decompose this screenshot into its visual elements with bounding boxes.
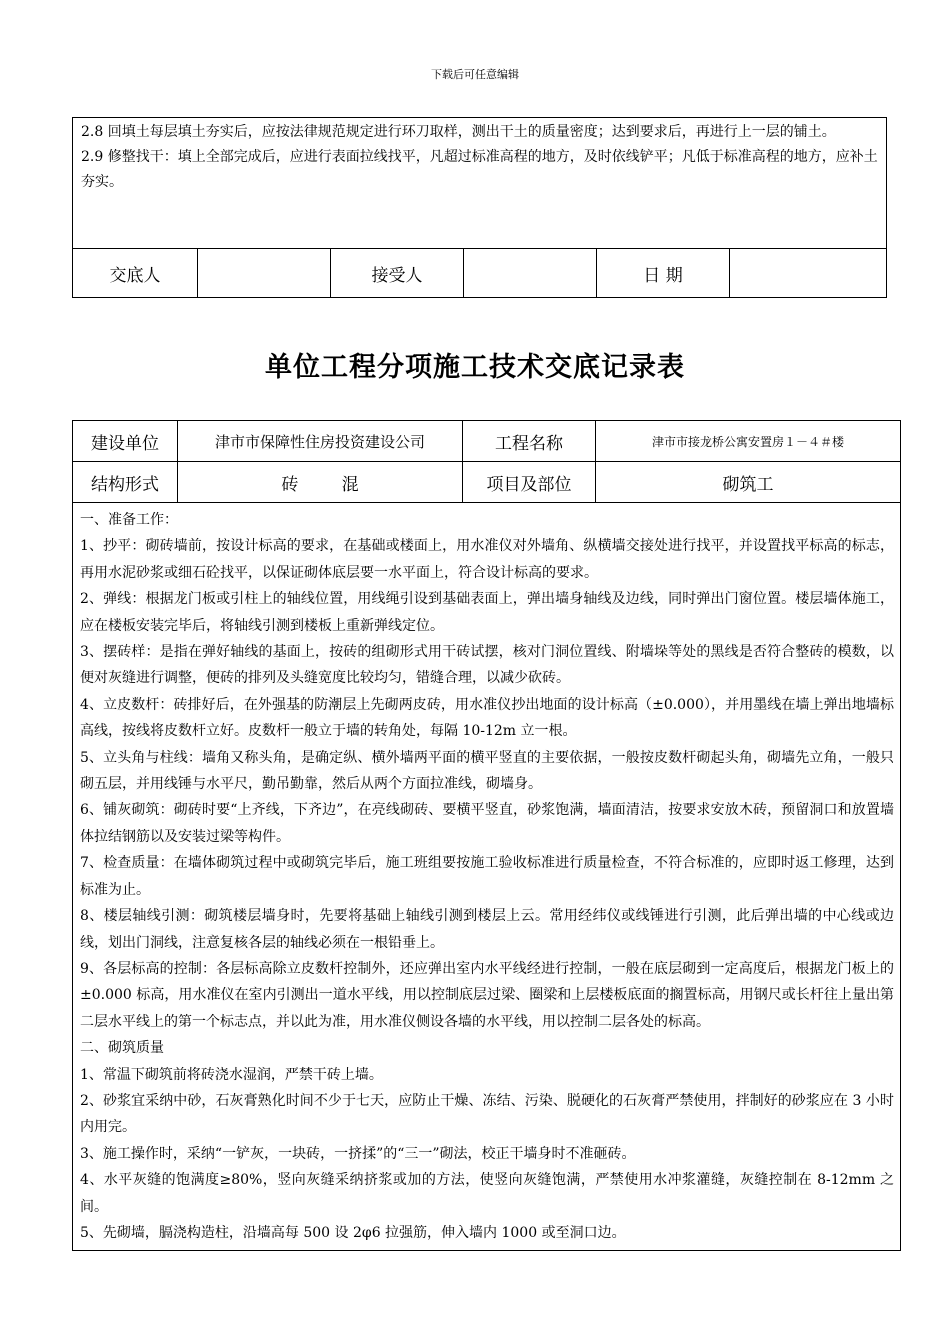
content-paragraph: 4、水平灰缝的饱满度≥80%，竖向灰缝采纳挤浆或加的方法，使竖向灰缝饱满，严禁使用水冲浆灌缝，灰缝控制在 8-12mm 之间。: [80, 1172, 894, 1215]
backfill-notes-cell: [73, 118, 887, 249]
previous-page-table: [72, 117, 887, 298]
header-note: 下载后可任意编辑: [431, 68, 519, 81]
note-item: 2.8 回填土每层填土夯实后，应按法律规范规定进行环刀取样，测出干土的质量密度；达到要求后，再进行上一层的铺土。: [81, 124, 836, 140]
content-paragraph: 5、立头角与柱线：墙角又称头角，是确定纵、横外墙两平面的横平竖直的主要依据，一般按皮数杆砌起头角，砌墙先立角，一般只砌五层，并用线锤与水平尺，勤吊勤靠，然后从两个方面拉准线，砌墙身。: [80, 749, 894, 793]
content-paragraph: 3、摆砖样：是指在弹好轴线的基面上，按砖的组砌形式用干砖试摆，核对门洞位置线、附墙垛等处的黑线是否符合整砖的模数，以便对灰缝进行调整，便砖的排列及头缝宽度比较均匀，错缝合理，以减少砍砖。: [80, 644, 894, 687]
disclosure-record-table: [72, 420, 901, 1251]
structure-label: 结构形式: [73, 462, 178, 503]
date-value: [730, 249, 887, 298]
project-value: 津市市接龙桥公寓安置房１－４＃楼: [596, 421, 901, 462]
section-heading: 二、砌筑质量: [80, 1040, 164, 1057]
content-paragraph: 4、立皮数杆：砖排好后，在外强基的防潮层上先砌两皮砖，用水准仪抄出地面的设计标高（±0.000），并用墨线在墙上弹出地墙标高线，按线将皮数杆立好。皮数杆一般立于墙的转角处，每隔 10-12m 立一根。: [80, 696, 894, 740]
receiver-label: 接受人: [331, 249, 464, 298]
content-paragraph: 2、弹线：根据龙门板或引柱上的轴线位置，用线绳引设到基础表面上，弹出墙身轴线及边线，同时弹出门窗位置。楼层墙体施工，应在楼板安装完毕后，将轴线引测到楼板上重新弹线定位。: [80, 591, 894, 634]
page-title: 单位工程分项施工技术交底记录表: [265, 352, 685, 383]
builder-value: 津市市保障性住房投资建设公司: [178, 421, 463, 462]
builder-label: 建设单位: [73, 421, 178, 462]
content-paragraph: 8、楼层轴线引测：砌筑楼层墙身时，先要将基础上轴线引测到楼层上云。常用经纬仪或线锤进行引测，此后弹出墙的中心线或边线，划出门洞线，注意复核各层的轴线必须在一根铅垂上。: [80, 908, 894, 951]
handover-value: [198, 249, 331, 298]
handover-label: 交底人: [73, 249, 198, 298]
content-paragraph: 2、砂浆宜采纳中砂，石灰膏熟化时间不少于七天，应防止干燥、冻结、污染、脱硬化的石灰膏严禁使用，拌制好的砂浆应在 3 小时内用完。: [80, 1092, 894, 1136]
content-paragraph: 5、先砌墙，膈浇构造柱，沿墙高每 500 设 2φ6 拉强筋，伸入墙内 1000 或至洞口边。: [80, 1224, 626, 1241]
content-paragraph: 1、常温下砌筑前将砖浇水湿润，严禁干砖上墙。: [80, 1066, 383, 1083]
section-heading: 一、准备工作：: [80, 512, 178, 528]
item-value: 砌筑工: [596, 462, 901, 503]
content-paragraph: 3、施工操作时，采纳“一铲灰，一块砖，一挤揉”的“三一”砌法，校正干墙身时不准砸砖。: [80, 1145, 636, 1162]
content-paragraph: 6、铺灰砌筑：砌砖时要“上齐线，下齐边”，在亮线砌砖、要横平竖直，砂浆饱满，墙面清洁，按要求安放木砖，预留洞口和放置墙体拉结钢筋以及安装过梁等构件。: [80, 802, 894, 845]
project-label: 工程名称: [463, 421, 596, 462]
receiver-value: [464, 249, 597, 298]
note-item: 2.9 修整找干：填上全部完成后，应进行表面拉线找平，凡超过标准高程的地方，及时依线铲平；凡低于标准高程的地方，应补土夯实。: [81, 149, 878, 190]
structure-value: 砖 混: [178, 462, 463, 503]
content-paragraph: 1、抄平：砌砖墙前，按设计标高的要求，在基础或楼面上，用水准仪对外墙角、纵横墙交接处进行找平，并设置找平标高的标志，再用水泥砂浆或细石砼找平，以保证砌体底层要一水平面上，符合设计标高的要求。: [80, 538, 894, 581]
content-paragraph: 9、各层标高的控制：各层标高除立皮数杆控制外，还应弹出室内水平线经进行控制，一般在底层砌到一定高度后，根据龙门板上的±0.000 标高，用水准仪在室内引测出一道水平线，用以控制底层过梁、圈梁和上层楼板底面的搁置标高，用钢尺或长杆往上量出第二层水平线上的第一个标志点，并以此为准，用水准仪侧设各墙的水平线，用以控制二层各处的标高。: [80, 960, 894, 1030]
date-label: 日 期: [597, 249, 730, 298]
content-cell: [73, 503, 901, 1251]
item-label: 项目及部位: [463, 462, 596, 503]
content-paragraph: 7、检查质量：在墙体砌筑过程中或砌筑完毕后，施工班组要按施工验收标准进行质量检查，不符合标准的，应即时返工修理，达到标准为止。: [80, 855, 894, 898]
